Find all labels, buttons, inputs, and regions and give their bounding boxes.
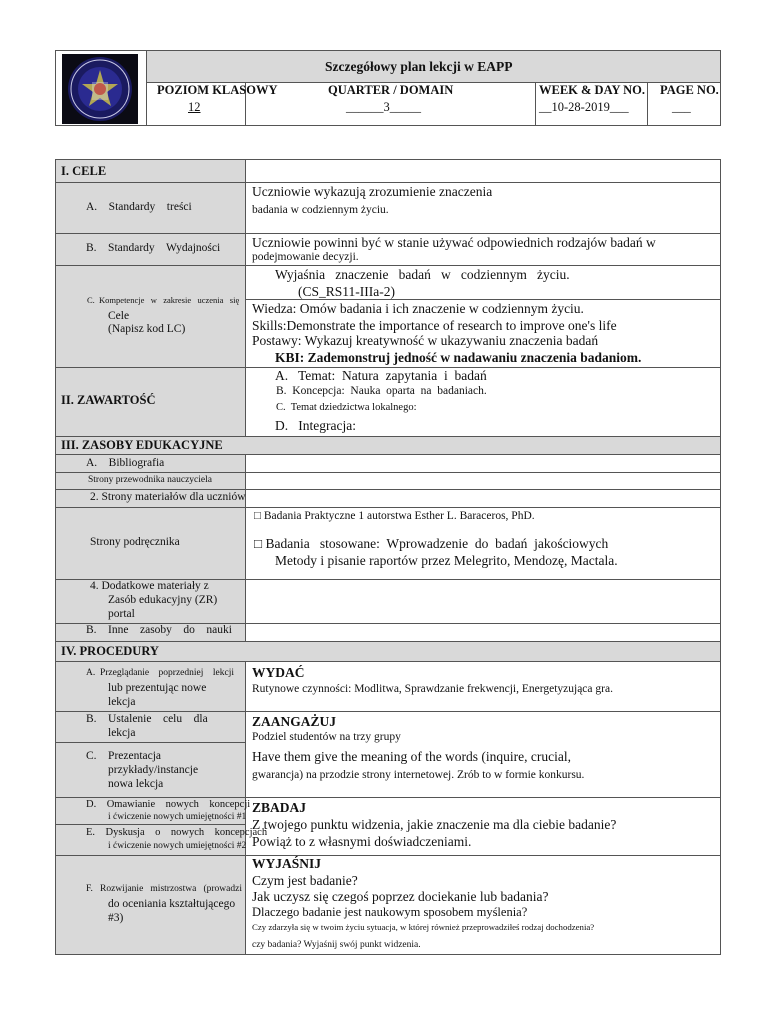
rozwijanie-label-2: do oceniania kształtującego [108,898,236,910]
standardy-tresci-text-1: Uczniowie wykazują zrozumienie znaczenia [252,184,493,199]
header-title: Szczegółowy plan lekcji w EAPP [325,59,513,74]
dyskusja-label-1: E. Dyskusja o nowych koncepcjach [86,827,268,838]
strony-materialow-label: 2. Strony materiałów dla uczniów [90,491,246,503]
section-zawartosc-heading: II. ZAWARTOŚĆ [61,393,156,407]
grade-level-label: POZIOM KLASOWY [157,83,278,97]
gwarancja-text: gwarancja) na przodzie strony internetowej. Zrób to w formie konkursu. [252,769,585,781]
quarter-domain-value: ______3_____ [346,100,421,114]
wydac-text: Rutynowe czynności: Modlitwa, Sprawdzanie frekwencji, Energetyzująca gra. [252,683,613,695]
page-no-label: PAGE NO. [660,83,719,97]
standardy-tresci-label: A. Standardy treści [86,201,192,213]
section-zasoby-heading: III. ZASOBY EDUKACYJNE [61,438,223,452]
rozwijanie-label-3: #3) [108,912,124,924]
kompetencje-label-1: C. Kompetencje w zakresie uczenia się [87,295,240,305]
strony-podrecznika-label: Strony podręcznika [90,536,180,548]
page-no-value: ___ [672,100,691,114]
czy-zdarzyla-text: Czy zdarzyła się w twoim życiu sytuacja, w której również przeprowadziłeś rodzaj dochodzenia? [252,922,595,932]
standardy-wydajnosci-label: B. Standardy Wydajności [86,242,221,254]
prezentacja-label-1: C. Prezentacja [86,750,162,762]
wydac-heading: WYDAĆ [252,665,305,680]
przegladanie-label-3: lekcja [108,696,136,708]
week-day-value: __10-28-2019___ [539,100,629,114]
kompetencje-label-2: Cele [108,310,130,322]
wydajnosci-text-1: Uczniowie powinni być w stanie używać odpowiednich rodzajów badań w [252,235,656,250]
skills-text: Skills:Demonstrate the importance of research to improve one's life [252,318,617,333]
bibliografia-label: A. Bibliografia [86,457,165,469]
section-cele-heading: I. CELE [61,164,107,178]
powiaz-text: Powiąż to z własnymi doświadczeniami. [252,834,472,849]
z-twojego-text: Z twojego punktu widzenia, jakie znaczenie ma dla ciebie badanie? [252,817,617,832]
podrecznik-item-1: □ Badania Praktyczne 1 autorstwa Esther L. Baraceros, PhD. [254,510,535,522]
kbi-text: KBI: Zademonstruj jedność w nadawaniu znaczenia badaniom. [275,350,642,365]
have-them-text: Have them give the meaning of the words (inquire, crucial, [252,749,572,764]
lc-code: (CS_RS11-IIIa-2) [298,284,395,299]
ustalenie-label-2: lekcja [108,727,136,739]
dyskusja-label-2: i ćwiczenie nowych umiejętności #2 [108,841,247,851]
zaangazuj-heading: ZAANGAŻUJ [252,714,337,729]
podrecznik-item-2: □ Badania stosowane: Wprowadzenie do badań jakościowych [254,536,609,551]
ustalenie-label-1: B. Ustalenie celu dla [86,713,208,725]
podzial-text: Podziel studentów na trzy grupy [252,731,401,743]
dodatkowe-label-2: Zasób edukacyjny (ZR) [108,594,218,606]
przegladanie-label-2: lub prezentując nowe [108,682,207,694]
lc-text-1: Wyjaśnia znaczenie badań w codziennym życiu. [275,267,570,282]
section-procedury-heading: IV. PROCEDURY [61,644,159,658]
omawianie-label-1: D. Omawianie nowych koncepcji [86,799,251,810]
wyjasnij-heading: WYJAŚNIJ [252,856,322,871]
prezentacja-label-2: przykłady/instancje [108,764,199,776]
czy-badania-text: czy badania? Wyjaśnij swój punkt widzenia. [252,940,421,950]
dodatkowe-label-3: portal [108,608,135,620]
czym-text: Czym jest badanie? [252,873,358,888]
koncepcja-text: B. Koncepcja: Nauka oparta na badaniach. [276,385,487,397]
dodatkowe-label-1: 4. Dodatkowe materiały z [90,580,209,592]
grade-level-value: 12 [188,100,201,114]
dlaczego-text: Dlaczego badanie jest naukowym sposobem myślenia? [252,905,528,919]
postawy-text: Postawy: Wykazuj kreatywność w ukazywaniu znaczenia badań [252,333,599,348]
inne-zasoby-label: B. Inne zasoby do nauki [86,624,232,636]
integracja-text: D. Integracja: [275,418,356,433]
week-day-label: WEEK & DAY NO. [539,83,646,97]
standardy-tresci-text-2: badania w codziennym życiu. [252,204,389,216]
zbadaj-heading: ZBADAJ [252,800,307,815]
prezentacja-label-3: nowa lekcja [108,778,164,790]
rozwijanie-label-1: F. Rozwijanie mistrzostwa (prowadzi [86,884,242,894]
quarter-domain-label: QUARTER / DOMAIN [328,83,454,97]
wydajnosci-text-2: podejmowanie decyzji. [252,251,359,263]
omawianie-label-2: i ćwiczenie nowych umiejętności #1 [108,812,247,822]
przegladanie-label-1: A. Przeglądanie poprzedniej lekcji [86,668,234,678]
temat-text: A. Temat: Natura zapytania i badań [275,368,487,383]
temat-dziedzictwa-text: C. Temat dziedzictwa lokalnego: [276,402,417,413]
deped-seal-logo [62,54,138,124]
strony-przewodnika-label: Strony przewodnika nauczyciela [88,475,212,485]
kompetencje-label-3: (Napisz kod LC) [108,323,186,335]
podrecznik-item-3: Metody i pisanie raportów przez Melegrito, Mendozę, Mactala. [275,553,618,568]
wiedza-text: Wiedza: Omów badania i ich znaczenie w codziennym życiu. [252,301,584,316]
jak-uczysz-text: Jak uczysz się czegoś poprzez dociekanie lub badania? [252,889,549,904]
